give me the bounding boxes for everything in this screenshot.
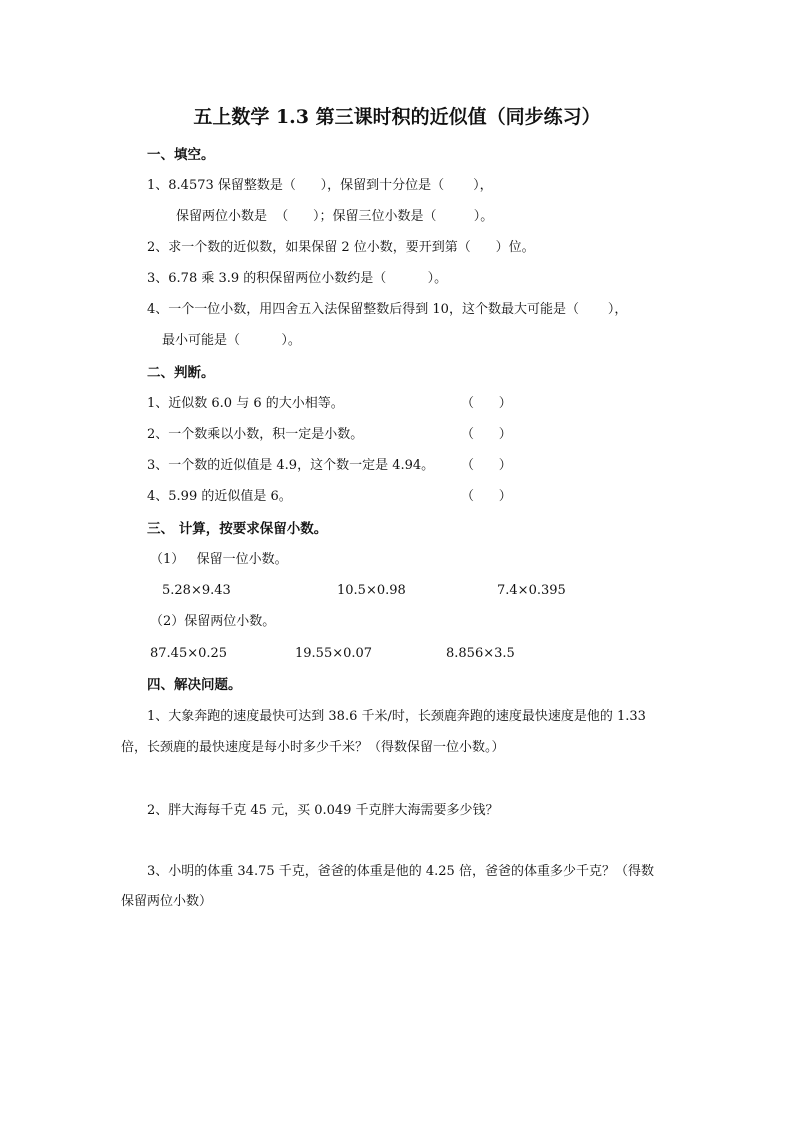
judge-item-3-text: 3、一个数的近似值是 4.9，这个数一定是 4.94。 [147, 458, 435, 473]
section-heading-calc: 三、 计算，按要求保留小数。 [147, 521, 328, 537]
fill-question-1-line-1: 1、8.4573 保留整数是（ ），保留到十分位是（ ）， [147, 178, 493, 193]
judge-item-4-text: 4、5.99 的近似值是 6。 [147, 489, 292, 504]
fill-question-3: 3、6.78 乘 3.9 的积保留两位小数约是（ ）。 [147, 271, 448, 286]
judge-item-4-answer-paren: （ ） [461, 489, 512, 504]
calc-part-2-item-3: 8.856×3.5 [446, 646, 515, 661]
calc-part-2-item-1: 87.45×0.25 [150, 646, 228, 661]
fill-question-4-line-1: 4、一个一位小数，用四舍五入法保留整数后得到 10，这个数最大可能是（ ）， [147, 302, 628, 317]
calc-part-1-item-1: 5.28×9.43 [162, 583, 231, 598]
solve-question-3-line-2: 保留两位小数） [121, 894, 213, 909]
judge-item-2-answer-paren: （ ） [461, 427, 512, 442]
section-heading-solve: 四、解决问题。 [147, 677, 242, 693]
calc-part-2-label: （2）保留两位小数。 [150, 614, 276, 629]
calc-part-1-item-2: 10.5×0.98 [337, 583, 406, 598]
judge-item-3-answer-paren: （ ） [461, 458, 512, 473]
solve-question-2: 2、胖大海每千克 45 元，买 0.049 千克胖大海需要多少钱？ [147, 803, 499, 818]
calc-part-2-item-2: 19.55×0.07 [295, 646, 373, 661]
judge-item-1-answer-paren: （ ） [461, 396, 512, 411]
calc-part-1-item-3: 7.4×0.395 [497, 583, 566, 598]
solve-question-1-line-2: 倍，长颈鹿的最快速度是每小时多少千米？（得数保留一位小数。） [121, 740, 505, 755]
fill-question-4-line-2: 最小可能是（ ）。 [162, 333, 301, 348]
page-title: 五上数学 1.3 第三课时积的近似值（同步练习） [193, 106, 601, 128]
solve-question-3-line-1: 3、小明的体重 34.75 千克，爸爸的体重是他的 4.25 倍，爸爸的体重多少千克？（得数 [147, 864, 654, 879]
judge-item-1-text: 1、近似数 6.0 与 6 的大小相等。 [147, 396, 344, 411]
calc-part-1-label: （1） 保留一位小数。 [150, 552, 288, 567]
fill-question-2: 2、求一个数的近似数，如果保留 2 位小数，要开到第（ ）位。 [147, 240, 535, 255]
fill-question-1-line-2: 保留两位小数是 （ ）；保留三位小数是（ ）。 [176, 209, 494, 224]
section-heading-judge: 二、判断。 [147, 365, 215, 381]
judge-item-2-text: 2、一个数乘以小数，积一定是小数。 [147, 427, 364, 442]
section-heading-fill: 一、填空。 [147, 147, 215, 163]
solve-question-1-line-1: 1、大象奔跑的速度最快可达到 38.6 千米/时，长颈鹿奔跑的速度最快速度是他的 1.33 [147, 709, 646, 724]
